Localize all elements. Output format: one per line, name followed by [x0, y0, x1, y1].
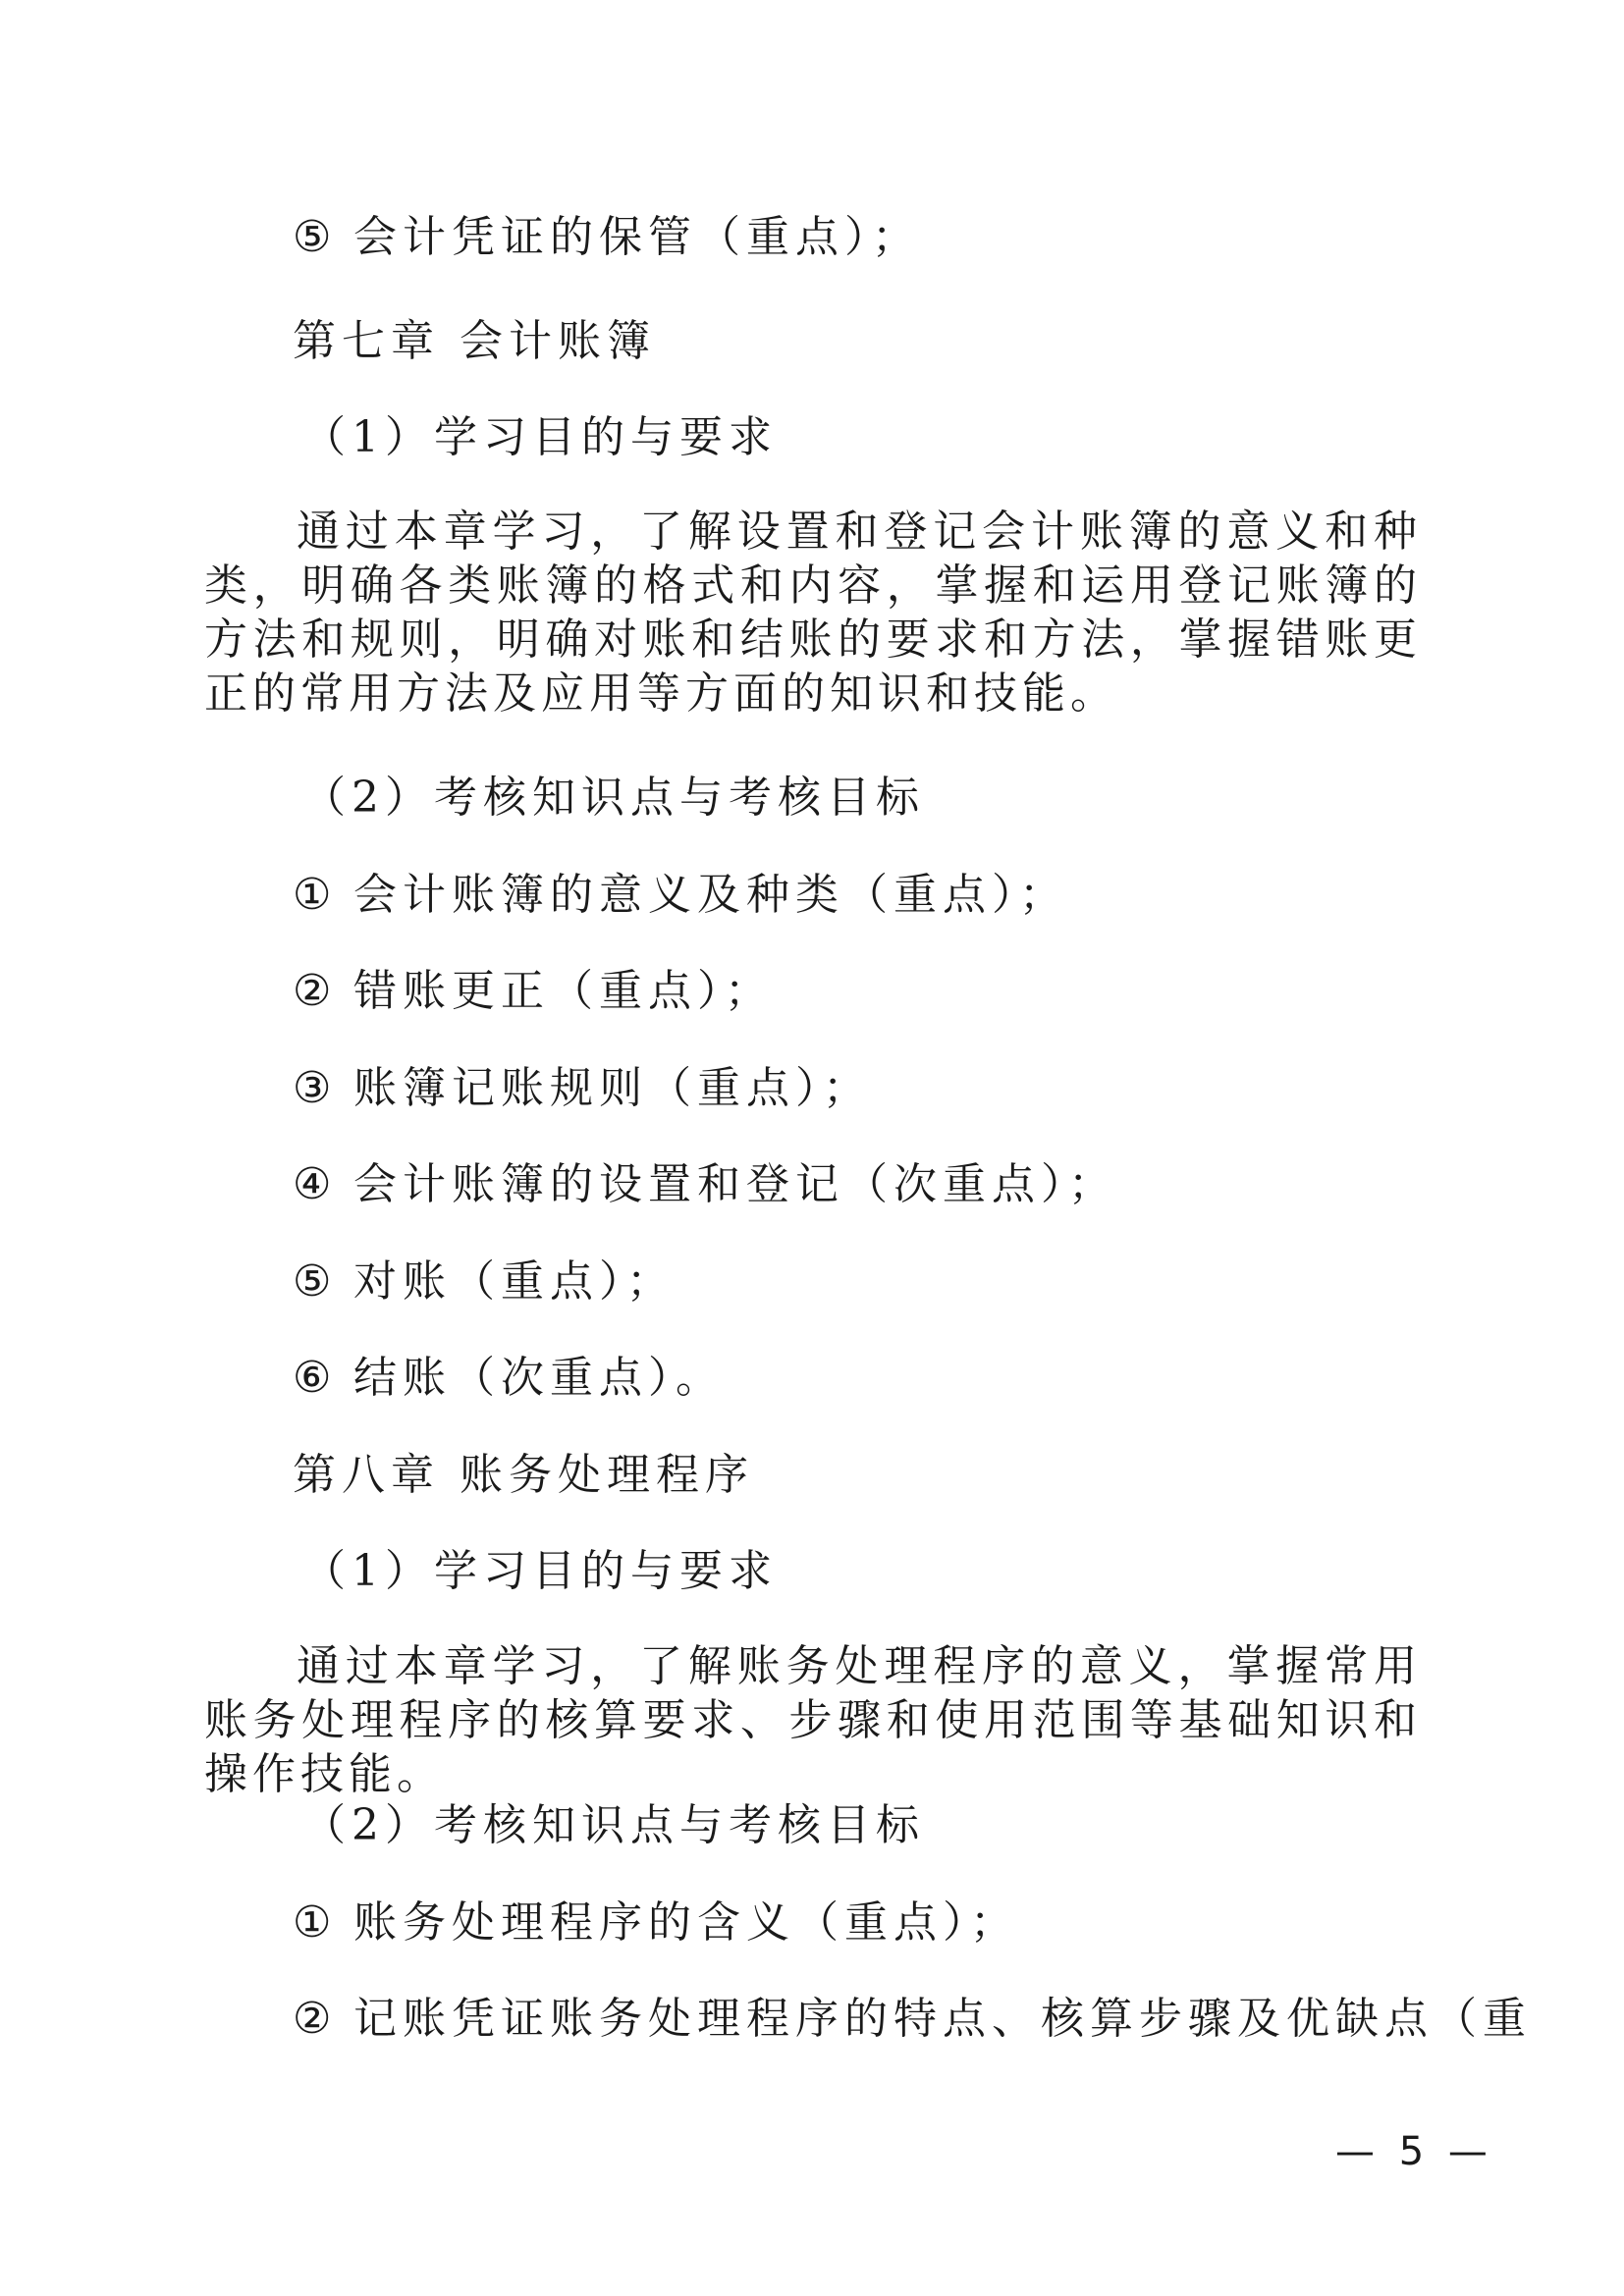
list-item — [293, 870, 1068, 921]
item-text: 记账凭证账务处理程序的特点、核算步骤及优缺点（重 — [353, 1994, 1532, 2044]
item-number: ③ — [293, 1063, 338, 1113]
list-item — [293, 966, 774, 1017]
item-text: 会计凭证的保管（重点）； — [353, 212, 921, 262]
page-number: — 5 — — [1335, 2129, 1493, 2174]
list-item — [293, 1897, 1019, 1949]
chapter-heading: 第七章 会计账簿 — [293, 316, 656, 366]
item-text: 会计账簿的意义及种类（重点）； — [353, 870, 1068, 920]
item-number: ① — [293, 870, 338, 920]
list-item — [293, 1063, 872, 1114]
item-number: ⑤ — [293, 212, 338, 262]
item-text: 账簿记账规则（重点）； — [353, 1063, 872, 1113]
section-heading: （1）学习目的与要求 — [302, 412, 778, 462]
paragraph: 通过本章学习，了解设置和登记会计账簿的意义和种类，明确各类账簿的格式和内容，掌握和运用登记账簿的方法和规则，明确对账和结账的要求和方法，掌握错账更正的常用方法及应用等方面的知识和技能。 — [204, 507, 1422, 719]
item-number: ② — [293, 1994, 338, 2044]
item-text: 错账更正（重点）； — [353, 966, 774, 1016]
section-heading: （1）学习目的与要求 — [302, 1546, 778, 1596]
list-item — [293, 1256, 676, 1308]
item-text: 账务处理程序的含义（重点）； — [353, 1897, 1019, 1948]
chapter-heading: 第八章 账务处理程序 — [293, 1450, 754, 1500]
item-number: ⑥ — [293, 1353, 338, 1403]
item-text: 会计账簿的设置和登记（次重点）； — [353, 1159, 1117, 1209]
item-number: ② — [293, 966, 338, 1016]
list-item — [293, 1353, 725, 1404]
item-text: 对账（重点）； — [353, 1256, 676, 1307]
item-text: 结账（次重点）。 — [353, 1353, 725, 1403]
section-heading: （2）考核知识点与考核目标 — [302, 773, 925, 823]
paragraph: 通过本章学习，了解账务处理程序的意义，掌握常用账务处理程序的核算要求、步骤和使用范围等基础知识和操作技能。 — [204, 1641, 1422, 1799]
item-number: ① — [293, 1897, 338, 1948]
item-number: ⑤ — [293, 1256, 338, 1307]
list-item — [293, 1994, 1532, 2045]
section-heading: （2）考核知识点与考核目标 — [302, 1800, 925, 1850]
list-item — [293, 1159, 1117, 1210]
list-item — [293, 212, 921, 263]
item-number: ④ — [293, 1159, 338, 1209]
